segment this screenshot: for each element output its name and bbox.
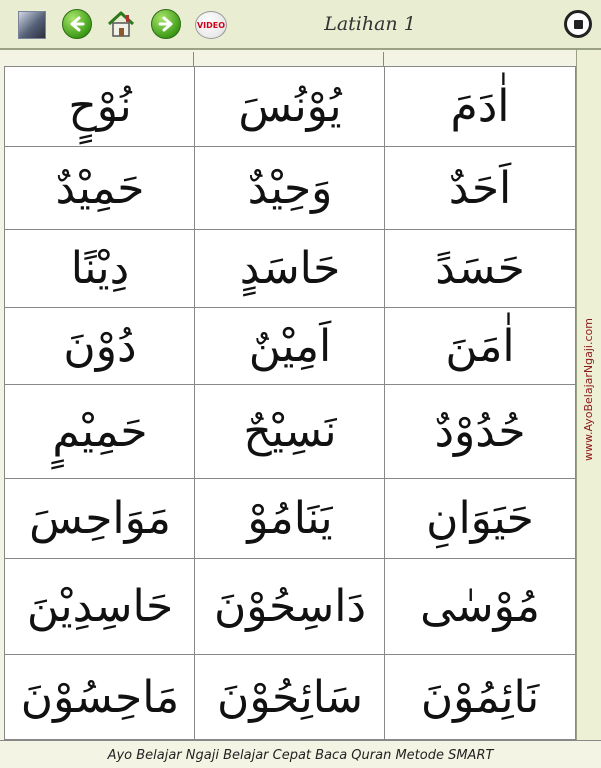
word-cell[interactable]: نَائِمُوْنَ	[420, 671, 540, 723]
avatar[interactable]	[18, 11, 46, 39]
word-cell[interactable]: دُوْنَ	[63, 320, 137, 372]
word-cell[interactable]: حَمِيْدٌ	[55, 162, 145, 214]
word-cell[interactable]: نَسِيْحٌ	[243, 406, 337, 457]
home-icon	[106, 9, 136, 39]
word-cell[interactable]: حَمِيْمٍ	[52, 406, 148, 457]
word-cell[interactable]: وَحِيْدٌ	[247, 162, 333, 214]
word-cell[interactable]: يَنَامُوْ	[247, 493, 333, 544]
stop-icon	[574, 20, 583, 29]
word-cell[interactable]: حَاسَدٍ	[239, 243, 341, 294]
word-cell[interactable]: اٰمَنَ	[445, 320, 515, 372]
word-cell[interactable]: حَيَوَانِ	[426, 493, 534, 544]
video-button[interactable]: VIDEO	[195, 11, 227, 39]
toolbar	[0, 0, 601, 50]
word-cell[interactable]: اَحَدٌ	[448, 162, 512, 214]
back-button[interactable]	[62, 9, 92, 39]
word-grid	[4, 66, 576, 740]
stop-button[interactable]	[564, 10, 592, 38]
page-title: Latihan 1	[324, 13, 416, 35]
word-cell[interactable]: مُوْسٰى	[420, 581, 540, 632]
word-cell[interactable]: مَاحِسُوْنَ	[20, 671, 180, 723]
footer-text: Ayo Belajar Ngaji Belajar Cepat Baca Quran Metode SMART	[107, 748, 494, 763]
word-cell[interactable]: دَاسِحُوْنَ	[213, 581, 367, 632]
word-cell[interactable]: اٰدَمَ	[450, 81, 510, 132]
home-button[interactable]	[105, 8, 137, 40]
word-cell[interactable]: مَوَاحِسَ	[29, 493, 171, 544]
website-label: www.AyoBelajarNgaji.com	[582, 318, 595, 462]
word-cell[interactable]: حُدُوْدٌ	[434, 406, 526, 457]
column-header	[194, 52, 384, 66]
word-cell[interactable]: حَسَدً	[435, 243, 525, 294]
column-header	[4, 52, 194, 66]
arrow-right-icon	[157, 15, 175, 33]
arrow-left-icon	[68, 15, 86, 33]
word-cell[interactable]: حَاسِدِيْنَ	[26, 581, 174, 632]
word-cell[interactable]: سَائِحُوْنَ	[217, 671, 363, 723]
forward-button[interactable]	[151, 9, 181, 39]
column-header	[384, 52, 576, 66]
word-cell[interactable]: نُوْحٍ	[68, 81, 132, 132]
word-cell[interactable]: دِيْنًا	[70, 243, 130, 294]
word-cell[interactable]: يُوْنُسَ	[238, 81, 342, 132]
word-cell[interactable]: اَمِيْنٌ	[248, 320, 332, 372]
